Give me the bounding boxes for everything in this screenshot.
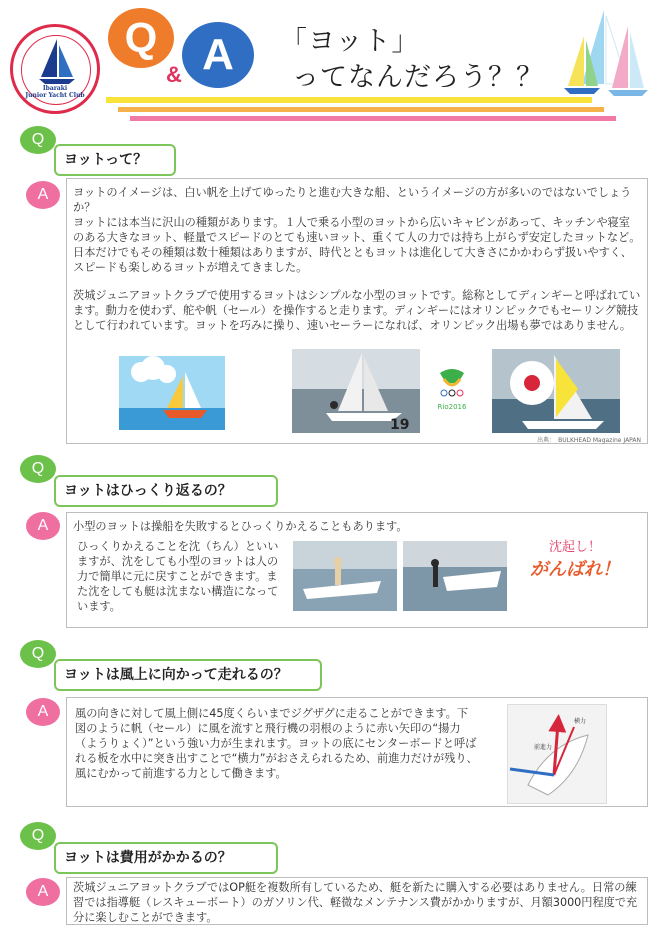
- a-badge: A: [26, 512, 60, 540]
- rio-label: Rio2016: [437, 403, 467, 411]
- sticker-line2: がんばれ！: [530, 559, 620, 580]
- a-badge: A: [26, 698, 60, 726]
- question-2: ヨットはひっくり返るの？: [54, 475, 278, 507]
- q-badge: Q: [20, 455, 56, 483]
- a-badge: A: [26, 878, 60, 906]
- header-bar-orange: [118, 107, 604, 112]
- logo-text-line2: Junior Yacht Club: [25, 92, 85, 99]
- racing-dinghy-photo-1: [292, 349, 420, 433]
- answer-box-1: [66, 178, 648, 444]
- answer-box-4: [66, 877, 648, 925]
- cartoon-sailboat-image: [119, 356, 225, 430]
- diagram-label-2: 前進力: [534, 744, 553, 751]
- sailboat-logo-icon: [37, 37, 77, 85]
- a-badge: A: [26, 181, 60, 209]
- title-line2: ってなんだろう？？: [292, 62, 544, 93]
- capsize-photo-1: [293, 541, 397, 611]
- sailboats-illustration-icon: [560, 6, 650, 100]
- page-title: [280, 24, 544, 96]
- answer-3-text: 風の向きに対して風上側に45度くらいまでジグザグに走ることができます。下図のように帆（セール）に風を流すと飛行機の羽根のように赤い矢印の“揚力（ようりょく）”という強い力が生まれます。ヨットの底にセンターボードと呼ばれる板を水中に突き出すことで“横力”がおさえられるため、前進力だけが残り、風にむかって前進する力として働きます。: [75, 707, 478, 780]
- capsize-photo-2: [403, 541, 507, 611]
- racing-dinghy-photo-2: [492, 349, 620, 433]
- header-bar-yellow: [106, 97, 592, 103]
- answer-1-paragraph-1: ヨットのイメージは、白い帆を上げてゆったりと進む大きな船、というイメージの方が多いのではないでしょうか？: [73, 186, 632, 214]
- answer-4-text: 茨城ジュニアヨットクラブではOP艇を複数所有しているため、艇を新たに購入する必要はありません。日常の練習では指導艇（レスキューボート）のガソリン代、軽微なメンテナンス費がかかりますが、月額3000円程度で充分に楽しむことができます。: [73, 881, 638, 924]
- sticker-line1: 沈起し！: [548, 540, 601, 555]
- a-bubble: A: [182, 22, 254, 88]
- question-3: ヨットは風上に向かって走れるの？: [54, 659, 322, 691]
- logo-text: [13, 85, 97, 99]
- header-bar-pink: [130, 116, 616, 121]
- club-logo: [10, 24, 100, 114]
- answer-1-paragraph-2: ヨットには本当に沢山の種類があります。１人で乗る小型のヨットから広いキャビンがあって、キッチンや寝室のある大きなヨット、軽量でスピードのとても速いヨット、重くて人の力では持ち上がらず安定したヨットなど。日本だけでもその種類は数十種類はありますが、時代とともヨットは進化して大きさにかかわらず扱いやすく、スピードも楽しめるヨットが増えてきました。: [73, 216, 641, 274]
- q-badge: Q: [20, 126, 56, 154]
- ampersand: &: [166, 62, 182, 87]
- logo-text-line1: Ibaraki: [42, 85, 68, 92]
- diagram-label-1: 横力: [574, 718, 587, 725]
- q-badge: Q: [20, 640, 56, 668]
- title-line1: 「ヨット」: [280, 26, 420, 57]
- photo-credit: 出典： BULKHEAD Magazine JAPAN: [537, 437, 641, 444]
- answer-2-intro: 小型のヨットは操船を失敗するとひっくりかえることもあります。: [73, 520, 408, 533]
- q-badge: Q: [20, 822, 56, 850]
- answer-1-text: [73, 185, 641, 333]
- sail-number: 19: [390, 417, 410, 433]
- rio2016-logo: [432, 365, 472, 413]
- answer-2-body: ひっくりかえることを沈（ちん）といいますが、沈をしても小型のヨットは人の力で簡単に元に戻すことができます。また沈をしても艇は沈まない構造になっています。: [77, 540, 279, 613]
- answer-box-3: [66, 697, 648, 807]
- question-4: ヨットは費用がかかるの？: [54, 842, 278, 874]
- q-bubble: Q: [108, 8, 174, 68]
- answer-box-2: [66, 512, 648, 628]
- question-1: ヨットって？: [54, 144, 176, 176]
- answer-1-paragraph-3: 茨城ジュニアヨットクラブで使用するヨットはシンプルな小型のヨットです。総称としてディンギーと呼ばれています。動力を使わず、舵や帆（セール）を操作すると走ります。ディンギーにはオリンピックでもセーリング競技として行われています。ヨットを巧みに操り、速いセーラーになれば、オリンピック出場も夢ではありません。: [73, 289, 641, 332]
- cheer-sticker: [515, 539, 635, 599]
- lift-force-diagram: [507, 704, 607, 804]
